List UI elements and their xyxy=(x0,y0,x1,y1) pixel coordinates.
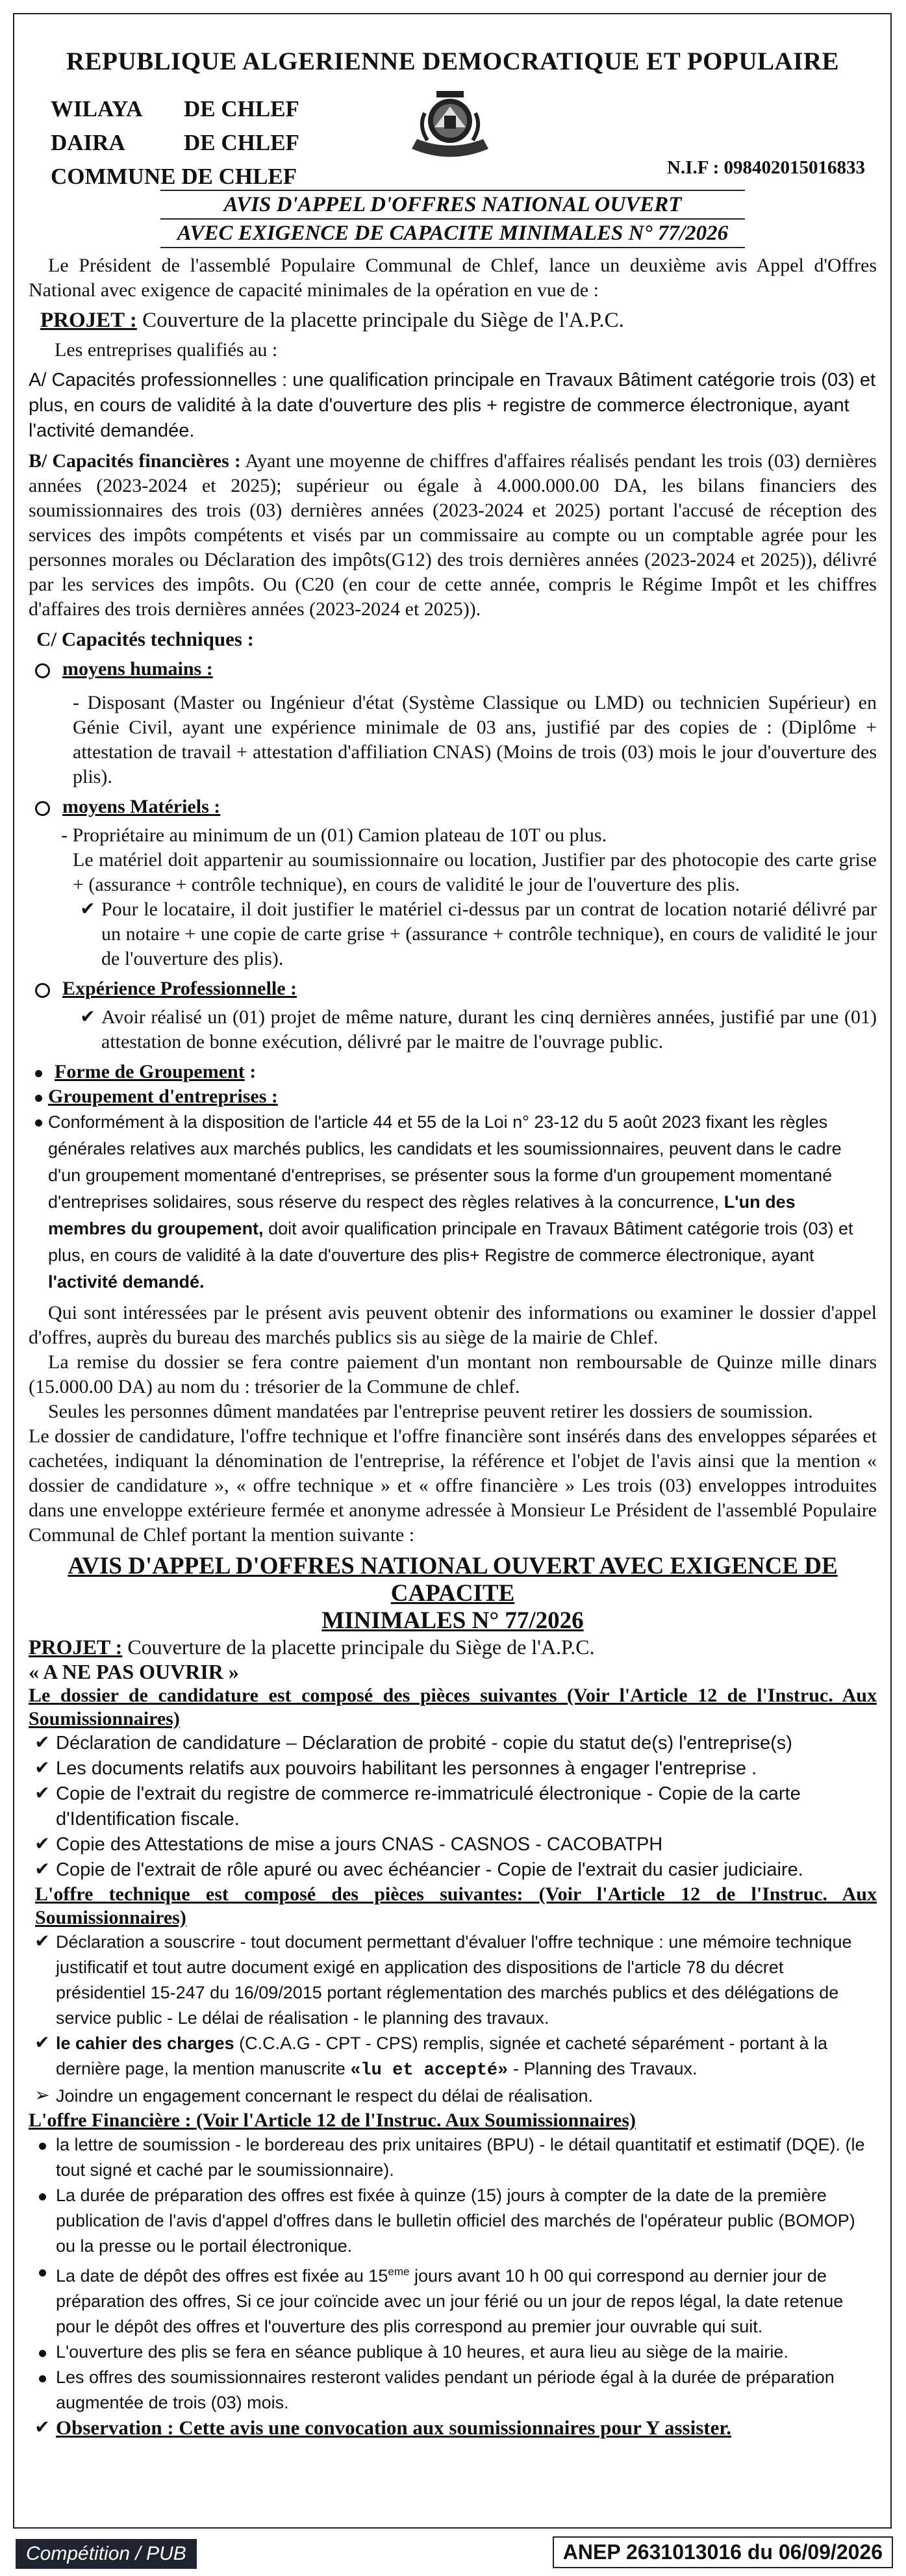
moyens-materiels-label: moyens Matériels : xyxy=(62,796,221,817)
bullet-icon xyxy=(39,2193,46,2200)
moyens-humains-text: - Disposant (Master ou Ingénieur d'état (Système Classique ou LMD) ou technicien Supérieur) en Génie Civil, ayant une expérience minimale de 03 ans, justifié par des copies de : (Diplôme + attestation de travail + attestation d'affiliation CNAS) (Moins de trois (03) mois le jour d'ouverture des plis). xyxy=(73,692,877,787)
avis-title-box xyxy=(160,190,745,248)
dossier-item xyxy=(29,1857,877,1883)
moyens-materiels-heading xyxy=(29,795,877,823)
cahier-charges-label: le cahier des charges xyxy=(56,2034,234,2053)
offre-technique-item xyxy=(29,2031,877,2084)
offre-technique-heading: L'offre technique est composé des pièces suivantes: (Voir l'Article 12 de l'Instruc. Aux Soumissionnaires) xyxy=(35,1883,877,1928)
repeat-projet-text: Couverture de la placette principale du Siège de l'A.P.C. xyxy=(127,1635,595,1659)
check-icon: ✔ xyxy=(34,2417,50,2438)
check-icon: ✔ xyxy=(34,1758,50,1778)
avis-title-line2: AVEC EXIGENCE DE CAPACITE MINIMALES N° 77/2026 xyxy=(160,220,745,248)
nif-number: N.I.F : 098402015016833 xyxy=(666,157,865,178)
body-paragraph-2: La remise du dossier se fera contre paiement d'un montant non remboursable de Quinze mille dinars (15.000.00 DA) au nom du : trésorier de la Commune de chlef. xyxy=(29,1351,877,1397)
observation-text: Observation : Cette avis une convocation aux soumissionnaires pour Y assister. xyxy=(56,2416,731,2439)
bullet-icon xyxy=(39,2350,46,2357)
observation-line xyxy=(29,2416,877,2440)
groupement-text-bold2: l'activité demandé. xyxy=(48,1272,205,1292)
materiel-item-3 xyxy=(29,897,877,971)
check-icon: ✔ xyxy=(34,1733,50,1753)
commune-label: COMMUNE DE CHLEF xyxy=(51,164,297,189)
circle-bullet-icon xyxy=(35,663,50,678)
materiel-item-1: - Propriétaire au minimum de un (01) Camion plateau de 10T ou plus. xyxy=(61,824,607,846)
depot-sup: eme xyxy=(388,2265,410,2278)
forme-groupement-colon: : xyxy=(249,1061,257,1082)
projet-line xyxy=(29,308,877,333)
dossier-item xyxy=(29,1781,877,1832)
ne-pas-ouvrir: « A NE PAS OUVRIR » xyxy=(29,1660,239,1683)
wilaya-value: DE CHLEF xyxy=(184,96,299,121)
document-header xyxy=(29,47,877,189)
check-icon: ✔ xyxy=(80,1007,95,1027)
document-body xyxy=(29,29,877,2440)
check-icon: ✔ xyxy=(34,1932,50,1952)
capacites-financieres xyxy=(29,449,877,622)
dossier-item-text: Copie de l'extrait de rôle apuré ou avec échéancier - Copie de l'extrait du casier judiciaire. xyxy=(56,1859,803,1880)
circle-bullet-icon xyxy=(35,983,50,998)
offre-financiere-item2: La durée de préparation des offres est fixée à quinze (15) jours à compter de la date de la première publication de l'avis d'appel d'offres dans le bulletin officiel des marchés de l'opérateur public (BOMOP) ou la presse ou le portail électronique. xyxy=(56,2186,855,2256)
bullet-icon xyxy=(35,1095,42,1102)
avis-title-line1: AVIS D'APPEL D'OFFRES NATIONAL OUVERT xyxy=(160,190,745,220)
offre-financiere-item xyxy=(29,2259,877,2340)
body-paragraph-3: Seules les personnes dûment mandatées par l'entreprise peuvent retirer les dossiers de soumission. xyxy=(48,1401,813,1422)
offre-technique-item1: Déclaration a souscrire - tout document permettant d'évaluer l'offre technique : une mémoire technique justificatif et tout autre document exigé en application des dispositions de l'article 78 du décret présidentiel 15-247 du 16/09/2015 portant réglementation des marchés publics et des délégations de service public - Le délai de réalisation - le planning des travaux. xyxy=(56,1932,852,2028)
check-icon: ✔ xyxy=(34,2033,50,2053)
moyens-humains-label: moyens humains : xyxy=(62,658,213,680)
forme-groupement-heading xyxy=(29,1060,877,1084)
intro-paragraph: Le Président de l'assemblé Populaire Communal de Chlef, lance un deuxième avis Appel d'Offres National avec exigence de capacité minimales de la opération en vue de : xyxy=(29,255,877,301)
wilaya-label: WILAYA xyxy=(51,96,143,121)
repeat-projet-line xyxy=(29,1635,877,1659)
bullet-icon xyxy=(39,2269,46,2276)
projet-text: Couverture de la placette principale du Siège de l'A.P.C. xyxy=(142,309,624,332)
check-icon: ✔ xyxy=(34,1834,50,1854)
footer-category: Compétition / PUB xyxy=(16,2539,197,2569)
body-paragraph-1: Qui sont intéressées par le présent avis peuvent obtenir des informations ou examiner le dossier d'appel d'offres, auprès du bureau des marchés publics sis au siège de la mairie de Chlef. xyxy=(29,1302,877,1348)
capacites-fin-label: B/ Capacités financières : xyxy=(29,450,241,472)
offre-technique-item xyxy=(29,2084,877,2109)
dossier-item-text: Copie de l'extrait du registre de commerce re-immatriculé électronique - Copie de la carte d'Identification fiscale. xyxy=(56,1783,801,1830)
experience-label: Expérience Professionnelle : xyxy=(62,978,297,999)
bullet-icon xyxy=(39,2375,46,2382)
materiel-item-2: Le matériel doit appartenir au soumissionnaire ou location, Justifier par des photocopie des carte grise + (assurance + contrôle technique), en cours de validité le jour de l'ouverture des plis. xyxy=(73,849,877,895)
groupement-entreprises-heading xyxy=(29,1084,877,1109)
dossier-item xyxy=(29,1731,877,1756)
offre-financiere-item4: L'ouverture des plis se fera en séance publique à 10 heures, et aura lieu au siège de la mairie. xyxy=(56,2342,788,2362)
offre-financiere-item xyxy=(29,2132,877,2183)
offre-technique-item3: Joindre un engagement concernant le respect du délai de réalisation. xyxy=(56,2086,594,2106)
forme-groupement-label: Forme de Groupement xyxy=(55,1061,245,1082)
offre-financiere-item xyxy=(29,2340,877,2365)
dossier-item-text: Copie des Attestations de mise a jours CNAS - CASNOS - CACOBATPH xyxy=(56,1834,663,1855)
daira-value: DE CHLEF xyxy=(184,130,299,155)
experience-text: Avoir réalisé un (01) projet de même nature, durant les cinq dernières années, justifié par une (01) attestation de bonne exécution, délivré par le maitre de l'ouvrage public. xyxy=(101,1006,877,1052)
dossier-item-text: Déclaration de candidature – Déclaration de probité - copie du statut de(s) l'entreprise(s) xyxy=(56,1733,792,1753)
republic-title: REPUBLIQUE ALGERIENNE DEMOCRATIQUE ET POPULAIRE xyxy=(66,47,840,75)
bullet-icon xyxy=(35,1070,42,1077)
capacites-fin-text: Ayant une moyenne de chiffres d'affaires réalisés pendant les trois (03) dernières années (2023-2024 et 2025); supérieur ou égale à 4.000.000.00 DA, les bilans financiers des soumissionnaires des trois (03) dernières années (2023-2024 et 2025) portant l'accusé de réception des services des impôts compétents et visés par un commissaire au compte ou un comptable agrée pour les personnes morales ou Déclaration des impôts(G12) des trois dernières années (2023-2024 et 2025)), délivré par les services des impôts. Ou (C20 (en cour de cette année, compris le Régime Impôt et les chiffres d'affaires des trois dernières années (2023-2024 et 2025)). xyxy=(29,450,877,620)
bullet-icon xyxy=(39,2143,46,2150)
check-icon: ✔ xyxy=(34,1783,50,1804)
groupement-paragraph xyxy=(29,1109,877,1295)
offre-financiere-item xyxy=(29,2183,877,2259)
offre-financiere-heading: L'offre Financière : (Voir l'Article 12 de l'Instruc. Aux Soumissionnaires) xyxy=(29,2110,636,2131)
dossier-item xyxy=(29,1756,877,1781)
footer-reference: ANEP 2631013016 du 06/09/2026 xyxy=(553,2536,893,2568)
capacites-professionnelles xyxy=(29,368,877,444)
groupement-text-bold: L'un des membres du groupement, xyxy=(48,1192,796,1238)
offre-financiere-item1: la lettre de soumission - le bordereau des prix unitaires (BPU) - le détail quantitatif et estimatif (DQE). (le tout signé et caché par le soumissionnaire). xyxy=(56,2135,865,2180)
capacites-tech-label: C/ Capacités techniques xyxy=(36,628,242,650)
repeat-projet-label: PROJET : xyxy=(29,1635,123,1659)
repeat-title-line2: MINIMALES N° 77/2026 xyxy=(321,1607,584,1634)
experience-heading xyxy=(29,976,877,1005)
check-icon: ✔ xyxy=(80,899,95,919)
groupement-entreprises-label: Groupement d'entreprises : xyxy=(48,1086,278,1107)
projet-label: PROJET : xyxy=(40,309,137,332)
offre-technique-item xyxy=(29,1930,877,2031)
bullet-icon xyxy=(35,1119,42,1127)
circle-bullet-icon xyxy=(35,801,50,816)
moyens-humains-heading xyxy=(29,657,877,685)
dossier-item xyxy=(29,1832,877,1857)
repeat-title-block xyxy=(29,1553,877,1684)
dossier-candidature-heading: Le dossier de candidature est composé des pièces suivantes (Voir l'Article 12 de l'Instruc. Aux Soumissionnaires) xyxy=(29,1685,877,1729)
groupement-text-b: doit avoir qualification principale en Travaux Bâtiment catégorie trois (03) et plus, en cours de validité à la date d'ouverture des plis+ Registre de commerce électronique, ayant xyxy=(48,1219,853,1265)
check-icon: ✔ xyxy=(34,1859,50,1880)
groupement-text-a: Conformément à la disposition de l'article 44 et 55 de la Loi n° 23-12 du 5 août 2023 fixant les règles générales relatives aux marchés publics, les candidats et les soumissionnaires, peuvent dans le cadre d'un groupement momentané d'entreprises, se présenter sous la forme d'un groupement momentané d'entreprises solidaires, sous réserve du respect des règles relatives à la concurrence, xyxy=(48,1112,842,1212)
capacites-techniques xyxy=(29,627,877,652)
offre-financiere-item xyxy=(29,2365,877,2416)
lu-et-accepte: «lu et accepté» xyxy=(350,2061,509,2080)
arrow-icon: ➢ xyxy=(34,2085,50,2106)
daira-label: DAIRA xyxy=(51,130,125,155)
offre-financiere-item5: Les offres des soumissionnaires resteront valides pendant un période égal à la durée de préparation augmentée de trois (03) mois. xyxy=(56,2367,835,2412)
capacites-tech-colon: : xyxy=(247,628,254,650)
depot-text-a: La date de dépôt des offres est fixée au 15 xyxy=(56,2266,388,2286)
cahier-charges-text: (C.C.A.G - CPT - CPS) remplis, signée et cacheté séparément - portant à la dernière page, la mention manuscrite xyxy=(56,2034,828,2078)
administration-block xyxy=(51,92,299,194)
depot-text-b: jours avant 10 h 00 qui correspond au dernier jour de préparation des offres, Si ce jour coïncide avec un jour férié ou un jour de repos légal, la date retenue pour le dépôt des offres et l'ouverture des plis correspond au premier jour ouvrable qui suit. xyxy=(56,2266,844,2336)
capacites-pro-text: une qualification principale en Travaux Bâtiment catégorie trois (03) et plus, en cours de validité à la date d'ouverture des plis + registre de commerce électronique, ayant l'activité demandée. xyxy=(29,370,876,441)
algeria-emblem-icon xyxy=(399,87,501,165)
experience-item xyxy=(29,1005,877,1054)
capacites-pro-label: A/ Capacités professionnelles : xyxy=(29,370,288,390)
entreprises-qualifies: Les entreprises qualifiés au : xyxy=(55,339,278,361)
body-paragraph-4: Le dossier de candidature, l'offre technique et l'offre financière sont insérés dans des enveloppes séparées et cachetées, indiquant la dénomination de l'entreprise, la référence et l'objet de l'avis ainsi que la mention « dossier de candidature », « offre technique » et « offre financière » Les trois (03) enveloppes introduites dans une enveloppe extérieure fermée et anonyme adressée à Monsieur Le Président de l'assemblé Populaire Communal de Chlef portant la mention suivante : xyxy=(29,1425,877,1546)
cahier-charges-text-end: - Planning des Travaux. xyxy=(512,2059,698,2078)
repeat-title-line1: AVIS D'APPEL D'OFFRES NATIONAL OUVERT AVEC EXIGENCE DE CAPACITE xyxy=(68,1553,838,1607)
dossier-item-text: Les documents relatifs aux pouvoirs habilitant les personnes à engager l'entreprise . xyxy=(56,1758,757,1779)
materiel-item-3-text: Pour le locataire, il doit justifier le matériel ci-dessus par un contrat de location notarié délivré par un notaire + une copie de carte grise + (assurance + contrôle technique), en cours de validité le jour de l'ouverture des plis). xyxy=(101,899,877,969)
